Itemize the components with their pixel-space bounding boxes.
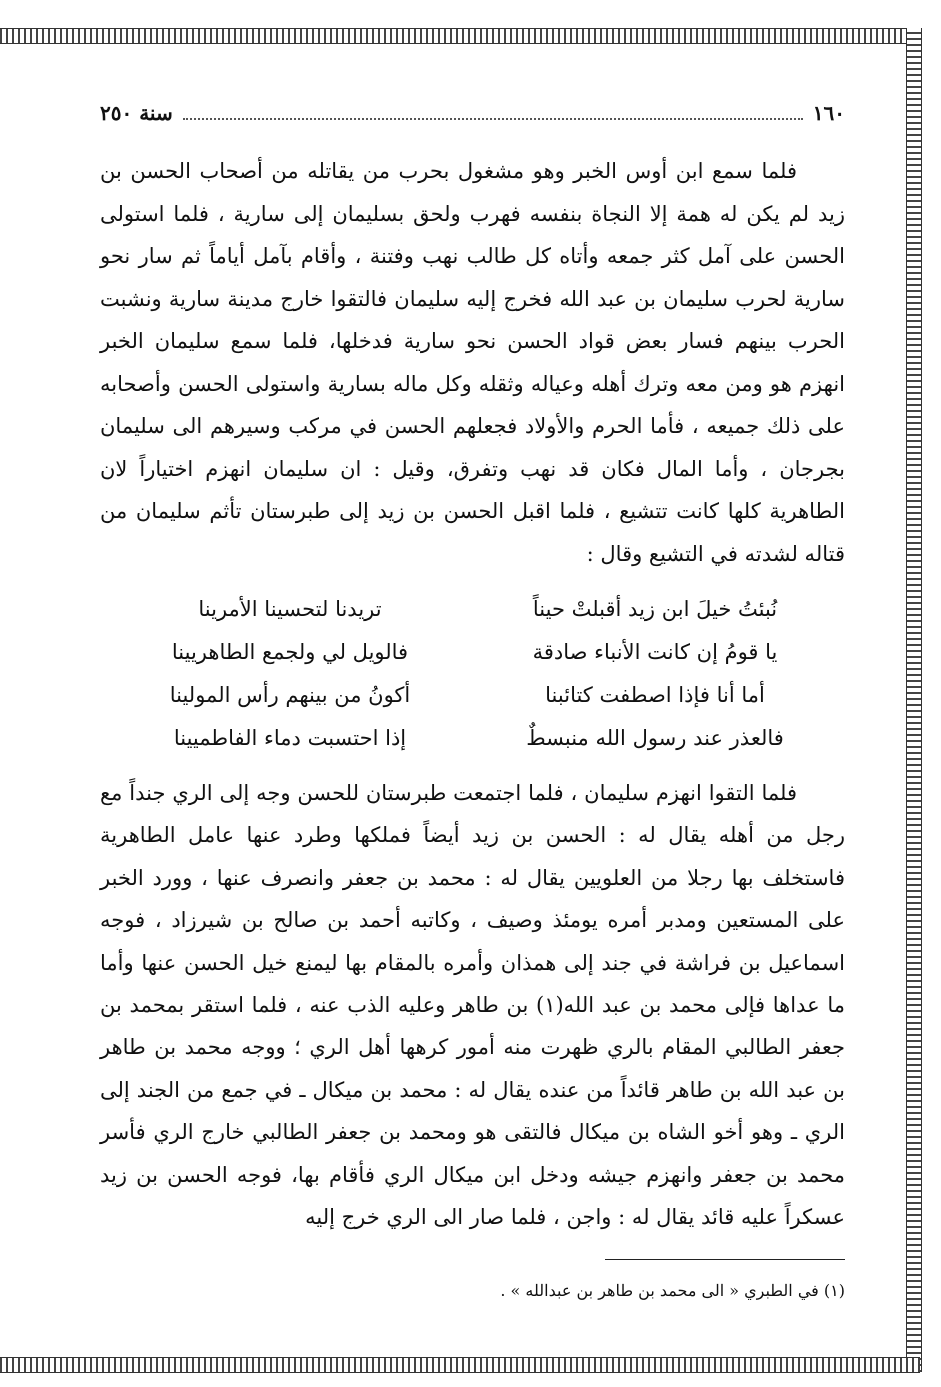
footnote-divider bbox=[605, 1259, 845, 1260]
verse-second-hemistich: تريدنا لتحسينا الأمرينا bbox=[198, 597, 382, 621]
verse-first-hemistich: أما أنا فإذا اصطفت كتائبنا bbox=[545, 683, 765, 707]
verse-first-hemistich: فالعذر عند رسول الله منبسطٌ bbox=[526, 726, 784, 750]
poem bbox=[140, 588, 805, 760]
verse-second-hemistich: فالويل لي ولجمع الطاهريينا bbox=[171, 640, 409, 664]
poem-verse-3 bbox=[140, 674, 805, 717]
verse-first-hemistich: نُبئتُ خيلَ ابن زيد أقبلتْ حيناً bbox=[532, 597, 778, 621]
decorative-border-top bbox=[0, 28, 920, 44]
decorative-border-bottom bbox=[0, 1357, 920, 1373]
page-header bbox=[100, 96, 845, 130]
paragraph-2: فلما التقوا انهزم سليمان ، فلما اجتمعت طبرستان للحسن وجه إلى الري جنداً مع رجل من أهله يقال له : الحسن بن زيد أيضاً فملكها وطرد عنها عامل الطاهرية فاستخلف بها رجلا من العلويين يقال له : محمد بن جعفر وانصرف عنها ، وورد الخبر على المستعين ومدبر أمره يومئذ وصيف ، وكاتبه أحمد بن صالح بن شيرزاد ، فوجه اسماعيل بن فراشة في جند إلى همذان وأمره بالمقام بها ليمنع خيل الحسن عنها وأما ما عداها فإلى محمد بن عبد الله(١) بن طاهر وعليه الذب عنه ، فلما استقر بمحمد بن جعفر الطالبي المقام بالري ظهرت منه أمور كرهها أهل الري ؛ ووجه محمد بن طاهر بن عبد الله بن طاهر قائداً من عنده يقال له : محمد بن ميكال ـ في جمع من الجند إلى الري ـ وهو أخو الشاه بن ميكال فالتقى هو ومحمد بن جعفر الطالبي خارج الري فأسر محمد بن جعفر وانهزم جيشه ودخل ابن ميكال الري فأقام بها، فوجه الحسن بن زيد عسكراً عليه قائد يقال له : واجن ، فلما صار الى الري خرج إليه bbox=[100, 781, 845, 1230]
poem-verse-1 bbox=[140, 588, 805, 631]
main-text-block-1 bbox=[100, 150, 845, 575]
header-dotted-leader bbox=[183, 106, 803, 120]
decorative-border-right bbox=[906, 28, 922, 1372]
footnote: (١) في الطبري « الى محمد بن طاهر بن عبدالله » . bbox=[500, 1281, 845, 1300]
main-text-block-2 bbox=[100, 772, 845, 1238]
poem-verse-4 bbox=[140, 717, 805, 760]
year-label: سنة ٢٥٠ bbox=[100, 101, 173, 125]
verse-second-hemistich: أكونُ من بينهم رأس المولينا bbox=[169, 683, 411, 707]
verse-first-hemistich: يا قومُ إن كانت الأنباء صادقة bbox=[532, 640, 778, 664]
paragraph-1: فلما سمع ابن أوس الخبر وهو مشغول بحرب من يقاتله من أصحاب الحسن بن زيد لم يكن له همة إلا النجاة بنفسه فهرب ولحق بسليمان إلى سارية ، فلما استولى الحسن على آمل كثر جمعه وأتاه كل طالب نهب وفتنة ، وأقام بآمل أياماً ثم سار نحو سارية لحرب سليمان بن عبد الله فخرج إليه سليمان فالتقوا خارج مدينة سارية ونشبت الحرب بينهم فسار بعض قواد الحسن نحو سارية فدخلها، فلما سمع سليمان الخبر انهزم هو ومن معه وترك أهله وعياله وثقله وكل ماله بسارية واستولى الحسن وأصحابه على ذلك جميعه ، فأما الحرم والأولاد فجعلهم الحسن في مركب وسيرهم الى سليمان بجرجان ، وأما المال فكان قد نهب وتفرق، وقيل : ان سليمان انهزم اختياراً لان الطاهرية كلها كانت تتشيع ، فلما اقبل الحسن بن زيد إلى طبرستان تأثم سليمان من قتاله لشدته في التشيع وقال : bbox=[100, 159, 845, 566]
page-number: ١٦٠ bbox=[812, 101, 845, 125]
verse-second-hemistich: إذا احتسبت دماء الفاطميينا bbox=[173, 726, 407, 750]
poem-verse-2 bbox=[140, 631, 805, 674]
